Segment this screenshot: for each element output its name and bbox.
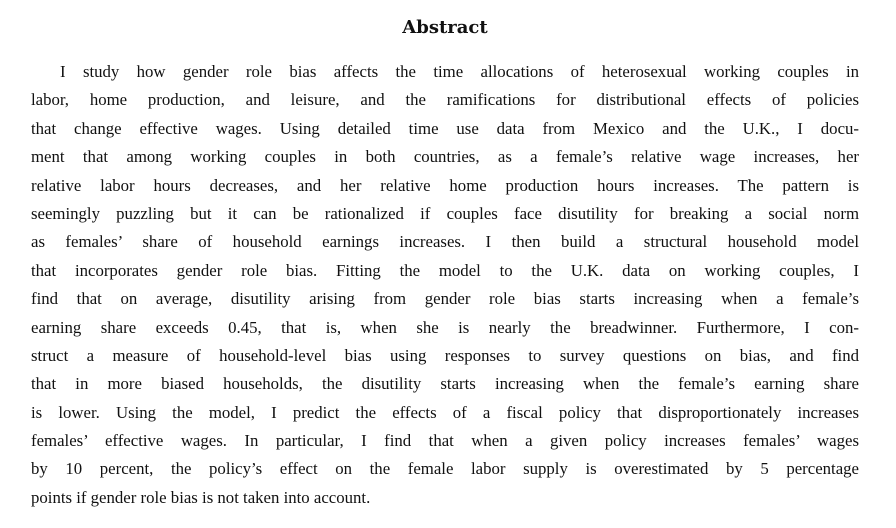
abstract-line: that in more biased households, the disutility starts increasing when the female’s earning share: [31, 374, 859, 394]
abstract-line: females’ effective wages. In particular, I find that when a given policy increases females’ wages: [31, 431, 859, 451]
abstract-line: as females’ share of household earnings increases. I then build a structural household model: [31, 232, 859, 252]
abstract-heading: Abstract: [402, 17, 488, 38]
abstract-line: that incorporates gender role bias. Fitting the model to the U.K. data on working couples, I: [31, 260, 859, 280]
abstract-line: seemingly puzzling but it can be rationalized if couples face disutility for breaking a social norm: [31, 203, 859, 223]
abstract-line: ment that among working couples in both countries, as a female’s relative wage increases, her: [31, 147, 859, 167]
abstract-line: struct a measure of household-level bias using responses to survey questions on bias, and find: [31, 345, 859, 365]
abstract-line: earning share exceeds 0.45, that is, when she is nearly the breadwinner. Furthermore, I con-: [31, 317, 859, 337]
abstract-line: that change effective wages. Using detailed time use data from Mexico and the U.K., I docu-: [31, 118, 859, 138]
abstract-line: find that on average, disutility arising from gender role bias starts increasing when a female’s: [31, 289, 859, 309]
abstract-body: [31, 58, 859, 512]
abstract-line: by 10 percent, the policy’s effect on the female labor supply is overestimated by 5 percentage: [31, 459, 859, 479]
abstract-line: is lower. Using the model, I predict the effects of a fiscal policy that disproportionately increases: [31, 402, 859, 422]
abstract-line: labor, home production, and leisure, and the ramifications for distributional effects of policies: [31, 90, 859, 110]
abstract-line: relative labor hours decreases, and her relative home production hours increases. The pattern is: [31, 175, 859, 195]
abstract-line: I study how gender role bias affects the time allocations of heterosexual working couples in: [60, 62, 859, 81]
abstract-line: points if gender role bias is not taken into account.: [31, 487, 371, 507]
